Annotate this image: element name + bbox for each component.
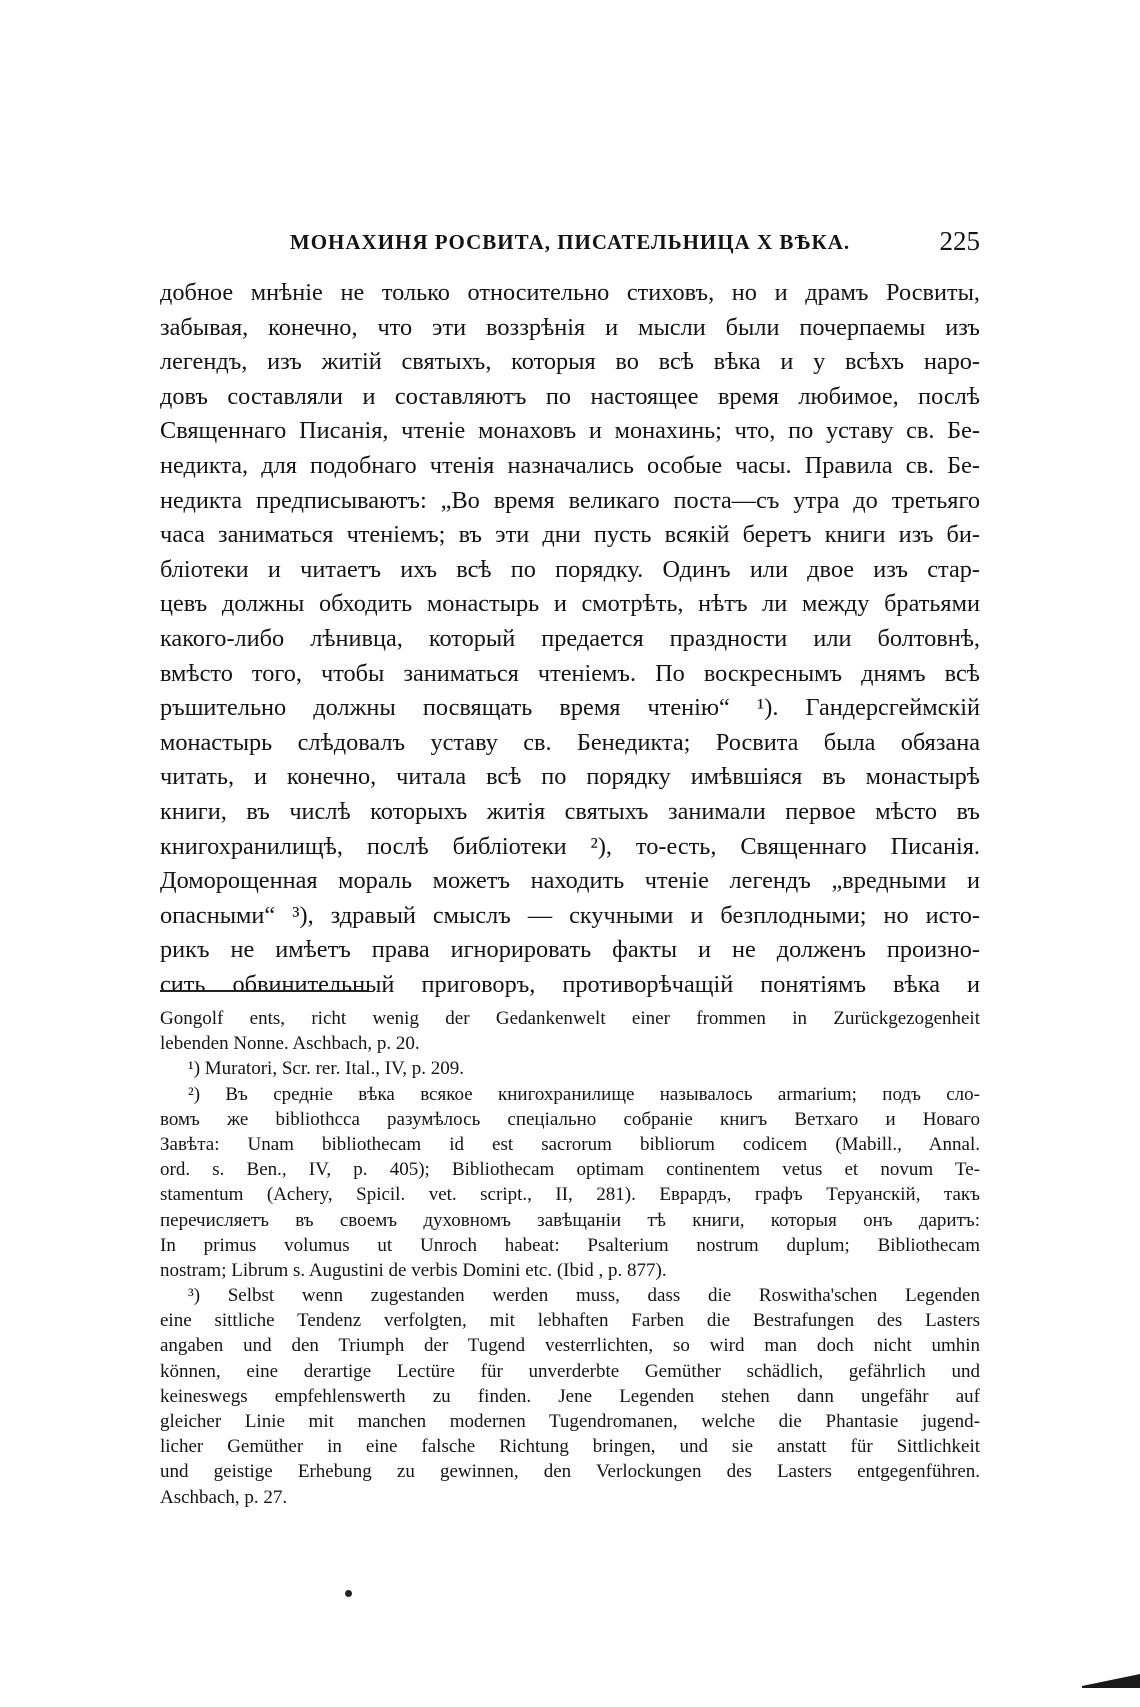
text-line: Доморощенная мораль можетъ находить чтеніе легендъ „вредными и — [160, 867, 980, 895]
footnote-line: gleicher Linie mit manchen modernen Tugendromanen, welche die Phantasie jugend- — [160, 1411, 980, 1432]
footnote-line: stamentum (Achery, Spicil. vet. script., II, 281). Еврардъ, графъ Теруанскій, такъ — [160, 1184, 980, 1206]
footnote-line: In primus volumus ut Unroch habeat: Psalterium nostrum duplum; Bibliothecam — [160, 1234, 980, 1256]
text-line: цевъ должны обходить монастырь и смотрѣть, нѣтъ ли между братьями — [160, 590, 980, 618]
scan-corner-mark — [1082, 1672, 1140, 1688]
footnote-line: ³) Selbst wenn zugestanden werden muss, dass die Roswitha'schen Legenden — [188, 1285, 980, 1307]
text-line: довъ составляли и составляютъ по настоящее время любимое, послѣ — [160, 382, 980, 410]
text-line: книгохранилищѣ, послѣ библіотеки ²), то-есть, Священнаго Писанія. — [160, 832, 980, 860]
text-line: часа заниматься чтеніемъ; въ эти дни пусть всякій беретъ книги изъ би- — [160, 521, 980, 549]
footnote-line: keineswegs empfehlenswerth zu finden. Jene Legenden stehen dann ungefähr auf — [160, 1385, 980, 1407]
ink-spot — [345, 1590, 352, 1597]
text-line: сить обвинительный приговоръ, противорѣчащій понятіямъ вѣка и — [160, 970, 980, 998]
text-line: ръшительно должны посвящать время чтенію“ ¹). Гандерсгеймскій — [160, 694, 980, 722]
text-line: книги, въ числѣ которыхъ житія святыхъ занимали первое мѣсто въ — [160, 797, 980, 825]
footnote-line: ²) Въ средніе вѣка всякое книгохранилище называлось armarium; подъ сло- — [188, 1083, 980, 1105]
footnote-line: перечисляетъ въ своемъ духовномъ завѣщаніи тѣ книги, которыя онъ даритъ: — [160, 1209, 980, 1231]
footnote-line: Aschbach, p. 27. — [160, 1486, 288, 1508]
text-line: какого-либо лѣнивца, который предается праздности или болтовнѣ, — [160, 624, 980, 652]
footnote-line: licher Gemüther in eine falsche Richtung bringen, und sie anstatt für Sittlichkeit — [160, 1436, 980, 1458]
text-line: недикта, для подобнаго чтенія назначались особые часы. Правила св. Бе- — [160, 451, 980, 479]
text-line: вмѣсто того, чтобы заниматься чтеніемъ. По воскреснымъ днямъ всѣ — [160, 659, 980, 687]
header-title: МОНАХИНЯ РОСВИТА, ПИСАТЕЛЬНИЦА X ВѢКА. — [289, 230, 851, 254]
footnote-line: ord. s. Ben., IV, p. 405); Bibliothecam optimam continentem vetus et novum Te- — [160, 1159, 980, 1181]
text-line: читать, и конечно, читала всѣ по порядку имѣвшіяся въ монастырѣ — [160, 763, 980, 791]
text-line: Священнаго Писанія, чтеніе монаховъ и монахинь; что, по уставу св. Бе- — [160, 417, 980, 445]
text-line: недикта предписываютъ: „Во время великаго поста—съ утра до третьяго — [160, 486, 980, 514]
text-line: опасными“ ³), здравый смыслъ — скучными и безплодными; но исто- — [160, 901, 980, 929]
main-text — [160, 276, 980, 1002]
running-header — [160, 226, 980, 266]
footnote-line: angaben und den Triumph der Tugend vesterrlichten, so wird man doch nicht umhin — [160, 1335, 980, 1357]
footnote-separator — [160, 990, 367, 992]
text-line: забывая, конечно, что эти воззрѣнія и мысли были почерпаемы изъ — [160, 313, 980, 341]
text-line: легендъ, изъ житій святыхъ, которыя во всѣ вѣка и у всѣхъ наро- — [160, 348, 980, 376]
footnote-line: nostram; Librum s. Augustini de verbis Domini etc. (Ibid , p. 877). — [160, 1259, 667, 1281]
footnote-line: Завѣта: Unam bibliothecam id est sacrorum bibliorum codicem (Mabill., Annal. — [160, 1133, 980, 1155]
text-line: рикъ не имѣетъ права игнорировать факты и не долженъ произно- — [160, 936, 980, 964]
footnote-line: eine sittliche Tendenz verfolgten, mit lebhaften Farben die Bestrafungen des Lasters — [160, 1310, 980, 1332]
footnote-line: lebenden Nonne. Aschbach, p. 20. — [160, 1033, 420, 1055]
footnote-line: ¹) Muratori, Scr. rer. Ital., IV, p. 209. — [188, 1058, 465, 1080]
footnotes — [160, 1006, 980, 1510]
text-line: добное мнѣніе не только относительно стиховъ, но и драмъ Росвиты, — [160, 279, 980, 306]
footnote-line: können, eine derartige Lectüre für unverderbte Gemüther schädlich, gefährlich und — [160, 1360, 980, 1382]
page-number: 225 — [939, 226, 980, 256]
footnote-line: Gongolf ents, richt wenig der Gedankenwelt einer frommen in Zurückgezogenheit — [160, 1008, 980, 1029]
footnote-line: und geistige Erhebung zu gewinnen, den Verlockungen des Lasters entgegenführen. — [160, 1461, 980, 1483]
text-line: бліотеки и читаетъ ихъ всѣ по порядку. Одинъ или двое изъ стар- — [160, 555, 980, 583]
footnote-line: вомъ же bibliothcca разумѣлось спеціально собраніе книгъ Ветхаго и Новаго — [160, 1108, 980, 1130]
text-line: монастырь слѣдовалъ уставу св. Бенедикта; Росвита была обязана — [160, 728, 980, 756]
